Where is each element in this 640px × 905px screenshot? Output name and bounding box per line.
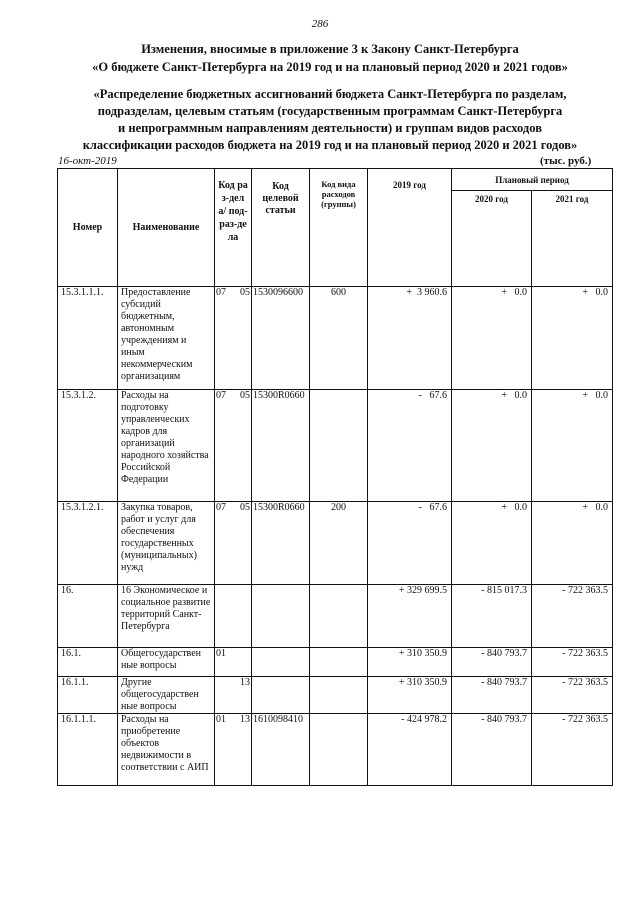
row-group-code: 600 xyxy=(310,287,368,390)
subtitle-line: подразделам, целевым статьям (государственным программам Санкт-Петербурга xyxy=(97,104,563,118)
row-name: Общегосударствен ные вопросы xyxy=(118,648,215,677)
document-subtitle xyxy=(30,86,630,154)
row-number: 15.3.1.2.1. xyxy=(58,502,118,585)
row-target-code: 15300R0660 xyxy=(252,390,310,502)
row-2021: - 722 363.5 xyxy=(532,714,613,786)
row-2019: + 329 699.5 xyxy=(368,585,452,648)
table-row xyxy=(58,677,613,714)
row-number: 16.1.1. xyxy=(58,677,118,714)
subsection-code: 05 xyxy=(240,390,250,401)
row-target-code xyxy=(252,677,310,714)
row-name: 16 Экономическое и социальное развитие территорий Санкт-Петербурга xyxy=(118,585,215,648)
header-2019: 2019 год xyxy=(368,169,452,287)
header-planned-period: Плановый период xyxy=(452,169,613,191)
unit-label: (тыс. руб.) xyxy=(540,155,592,167)
row-2020: - 840 793.7 xyxy=(452,714,532,786)
row-2021: - 722 363.5 xyxy=(532,648,613,677)
row-2021: + 0.0 xyxy=(532,390,613,502)
header-group: Код вида расходов (группы) xyxy=(310,169,368,287)
subsection-code: 05 xyxy=(240,502,250,513)
row-target-code: 1610098410 xyxy=(252,714,310,786)
row-number: 16.1. xyxy=(58,648,118,677)
row-name: Расходы на приобретение объектов недвижимости в соответствии с АИП xyxy=(118,714,215,786)
row-number: 16. xyxy=(58,585,118,648)
row-section-code xyxy=(215,714,252,786)
row-section-code xyxy=(215,585,252,648)
row-name: Предоставление субсидий бюджетным, автономным учреждениям и иным некоммерческим организациям xyxy=(118,287,215,390)
table-row xyxy=(58,648,613,677)
table-row xyxy=(58,502,613,585)
row-2019: + 310 350.9 xyxy=(368,648,452,677)
row-2019: - 67.6 xyxy=(368,390,452,502)
row-number: 15.3.1.2. xyxy=(58,390,118,502)
row-section-code xyxy=(215,648,252,677)
row-2019: + 3 960.6 xyxy=(368,287,452,390)
row-2020: + 0.0 xyxy=(452,287,532,390)
section-code: 07 xyxy=(216,390,226,401)
subtitle-line: классификации расходов бюджета на 2019 год и на плановый период 2020 и 2021 годов» xyxy=(82,138,578,152)
row-name: Другие общегосударствен ные вопросы xyxy=(118,677,215,714)
section-code: 07 xyxy=(216,502,226,513)
row-target-code xyxy=(252,648,310,677)
table-row xyxy=(58,287,613,390)
row-2021: - 722 363.5 xyxy=(532,585,613,648)
row-2020: - 815 017.3 xyxy=(452,585,532,648)
row-target-code: 1530096600 xyxy=(252,287,310,390)
row-2021: - 722 363.5 xyxy=(532,677,613,714)
row-group-code xyxy=(310,585,368,648)
row-group-code xyxy=(310,714,368,786)
row-2021: + 0.0 xyxy=(532,502,613,585)
row-group-code: 200 xyxy=(310,502,368,585)
row-section-code xyxy=(215,287,252,390)
row-target-code: 15300R0660 xyxy=(252,502,310,585)
row-2020: + 0.0 xyxy=(452,390,532,502)
title-line: «О бюджете Санкт-Петербурга на 2019 год и на плановый период 2020 и 2021 годов» xyxy=(92,60,568,74)
page-number: 286 xyxy=(311,18,329,30)
section-code: 01 xyxy=(216,714,226,725)
subtitle-line: и непрограммным направлениям деятельности) и группам видов расходов xyxy=(118,121,542,135)
section-code: 07 xyxy=(216,287,226,298)
subsection-code: 13 xyxy=(240,677,250,688)
row-target-code xyxy=(252,585,310,648)
header-name: Наименование xyxy=(118,169,215,287)
row-section-code xyxy=(215,677,252,714)
row-2019: - 424 978.2 xyxy=(368,714,452,786)
row-number: 16.1.1.1. xyxy=(58,714,118,786)
table-row xyxy=(58,714,613,786)
section-code: 01 xyxy=(216,648,226,659)
row-section-code xyxy=(215,502,252,585)
header-2020: 2020 год xyxy=(452,191,532,287)
row-2020: - 840 793.7 xyxy=(452,648,532,677)
subsection-code: 05 xyxy=(240,287,250,298)
row-2019: + 310 350.9 xyxy=(368,677,452,714)
document-date: 16-окт-2019 xyxy=(58,155,117,167)
table-row xyxy=(58,585,613,648)
row-number: 15.3.1.1.1. xyxy=(58,287,118,390)
table-row xyxy=(58,390,613,502)
budget-table xyxy=(57,168,613,786)
row-name: Закупка товаров, работ и услуг для обеспечения государственных (муниципальных) нужд xyxy=(118,502,215,585)
row-section-code xyxy=(215,390,252,502)
title-line: Изменения, вносимые в приложение 3 к Закону Санкт-Петербурга xyxy=(141,42,519,56)
document-title xyxy=(30,40,630,76)
row-2020: - 840 793.7 xyxy=(452,677,532,714)
row-2020: + 0.0 xyxy=(452,502,532,585)
row-name: Расходы на подготовку управленческих кадров для организаций народного хозяйства Российской Федерации xyxy=(118,390,215,502)
row-2021: + 0.0 xyxy=(532,287,613,390)
subtitle-line: «Распределение бюджетных ассигнований бюджета Санкт-Петербурга по разделам, xyxy=(93,87,567,101)
header-2021: 2021 год xyxy=(532,191,613,287)
header-number: Номер xyxy=(58,169,118,287)
header-target: Код целевой статьи xyxy=(252,169,310,287)
header-section: Код раз-дела/ под-раз-дела xyxy=(215,169,252,287)
row-group-code xyxy=(310,677,368,714)
row-2019: - 67.6 xyxy=(368,502,452,585)
row-group-code xyxy=(310,390,368,502)
row-group-code xyxy=(310,648,368,677)
subsection-code: 13 xyxy=(240,714,250,725)
